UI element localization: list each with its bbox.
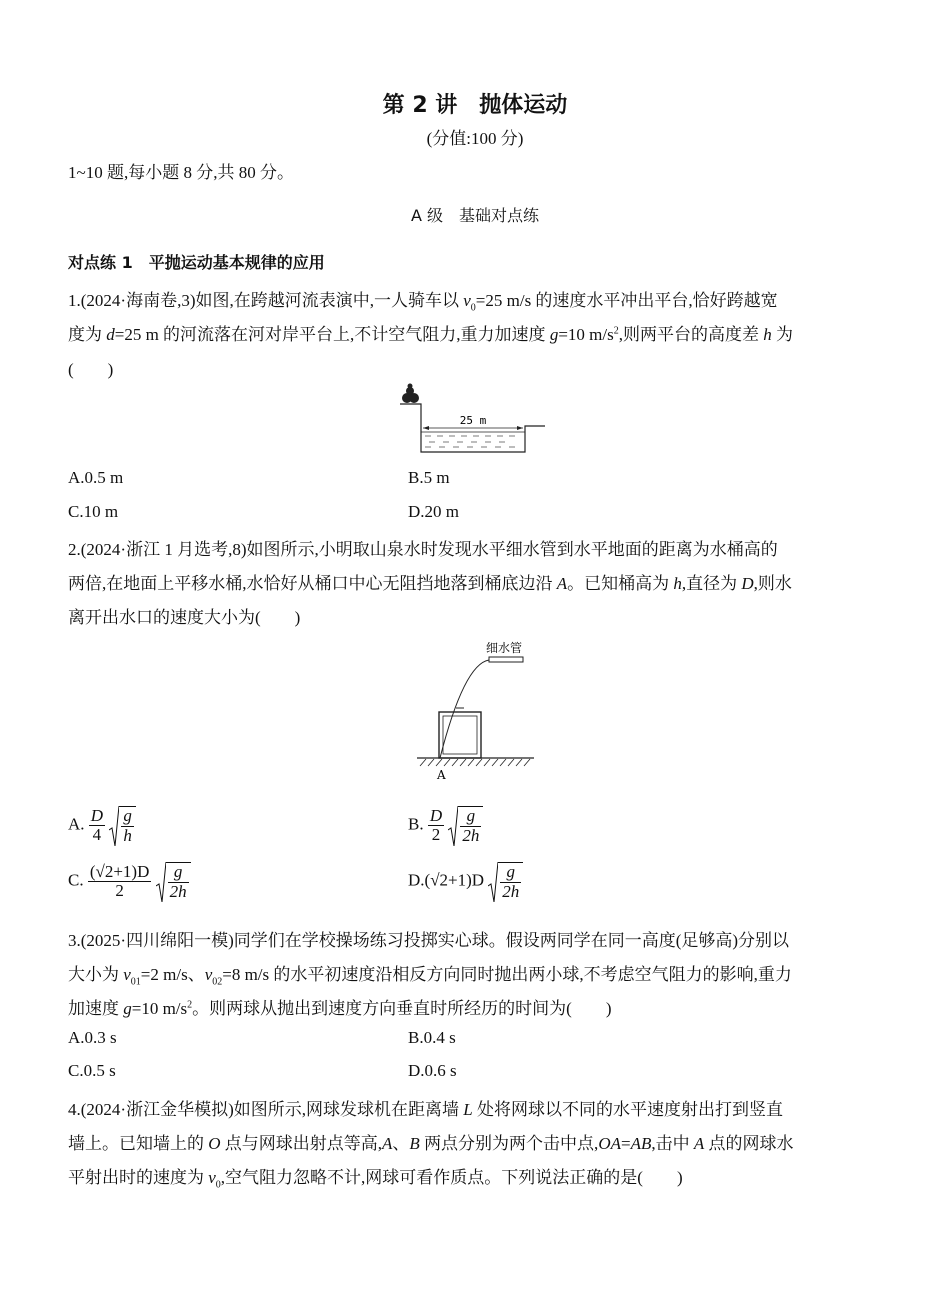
q1-river-figure (395, 382, 555, 462)
rider-icon (402, 384, 419, 404)
q1-line2: 度为 d=25 m 的河流落在河对岸平台上,不计空气阻力,重力加速度 g=10 $m/s^2$,则两平台的高度差 h 为 (68, 325, 793, 344)
q1-line1: 1.(2024·海南卷,3)如图,在跨越河流表演中,一人骑车以 $v_0=25$ m/s 的速度水平冲出平台,恰好跨越宽 (68, 291, 778, 314)
q1-option-b[interactable]: B.5 m (408, 468, 450, 487)
q1-width-label: 25 m (459, 414, 487, 427)
q3-line3: 加速度 g=10 $m/s^2$。则两球从抛出到速度方向垂直时所经历的时间为( ) (68, 999, 612, 1018)
q2-option-b[interactable]: B. $\frac{D}{2}$ $\frac{g}{2h}$ (408, 806, 483, 845)
q1-option-c[interactable]: C.10 m (68, 502, 119, 521)
section-heading: 对点练 1 平抛运动基本规律的应用 (68, 253, 325, 272)
q1-answer-paren: ( ) (68, 360, 114, 379)
q4-line1: 4.(2024·浙江金华模拟)如图所示,网球发球机在距离墙 L 处将网球以不同的水平速度射出打到竖直 (68, 1100, 783, 1119)
q2-bucket-figure (412, 638, 542, 788)
intro-text: 1~10 题,每小题 8 分,共 80 分。 (68, 163, 294, 182)
q3-line1: 3.(2025·四川绵阳一模)同学们在学校操场练习投掷实心球。假设两同学在同一高度(足够高)分别以 (68, 931, 790, 950)
level-heading: A 级 基础对点练 (410, 206, 540, 225)
q3-line2: 大小为 $v_{01}=2$ m/s、$v_{02}=8$ m/s 的水平初速度沿相反方向同时抛出两小球,不考虑空气阻力的影响,重力 (68, 965, 792, 988)
q3-option-d[interactable]: D.0.6 s (408, 1061, 457, 1080)
q2-pipe-label: 细水管 (485, 641, 523, 655)
q4-line3: 平射出时的速度为 $v_0$,空气阻力忽略不计,网球可看作质点。下列说法正确的是( ) (68, 1168, 683, 1191)
q1-option-a[interactable]: A.0.5 m (68, 468, 124, 487)
page-title: 第 2 讲 抛体运动 (382, 93, 568, 118)
page-subtitle: (分值:100 分) (426, 129, 524, 148)
q2-line1: 2.(2024·浙江 1 月选考,8)如图所示,小明取山泉水时发现水平细水管到水平地面的距离为水桶高的 (68, 540, 778, 559)
q3-option-c[interactable]: C.0.5 s (68, 1061, 116, 1080)
q2-line2: 两倍,在地面上平移水桶,水恰好从桶口中心无阻挡地落到桶底边沿 A。已知桶高为 h,直径为 D,则水 (68, 574, 792, 593)
q3-option-b[interactable]: B.0.4 s (408, 1028, 456, 1047)
q2-option-d[interactable]: D.(√2+1)D $\frac{g}{2h}$ (408, 862, 523, 901)
q4-line2: 墙上。已知墙上的 O 点与网球出射点等高,A、B 两点分别为两个击中点,OA=AB,击中 A 点的网球水 (68, 1134, 794, 1153)
q1-option-d[interactable]: D.20 m (408, 502, 459, 521)
q2-point-a-label: A (437, 768, 446, 782)
q2-line3: 离开出水口的速度大小为( ) (68, 608, 301, 627)
q3-option-a[interactable]: A.0.3 s (68, 1028, 117, 1047)
q2-option-c[interactable]: C. $\frac{(√2+1)D}{2}$ $\frac{g}{2h}$ (68, 862, 191, 901)
q2-option-a[interactable]: A. $\frac{D}{4}$ $\frac{g}{h}$ (68, 806, 136, 845)
